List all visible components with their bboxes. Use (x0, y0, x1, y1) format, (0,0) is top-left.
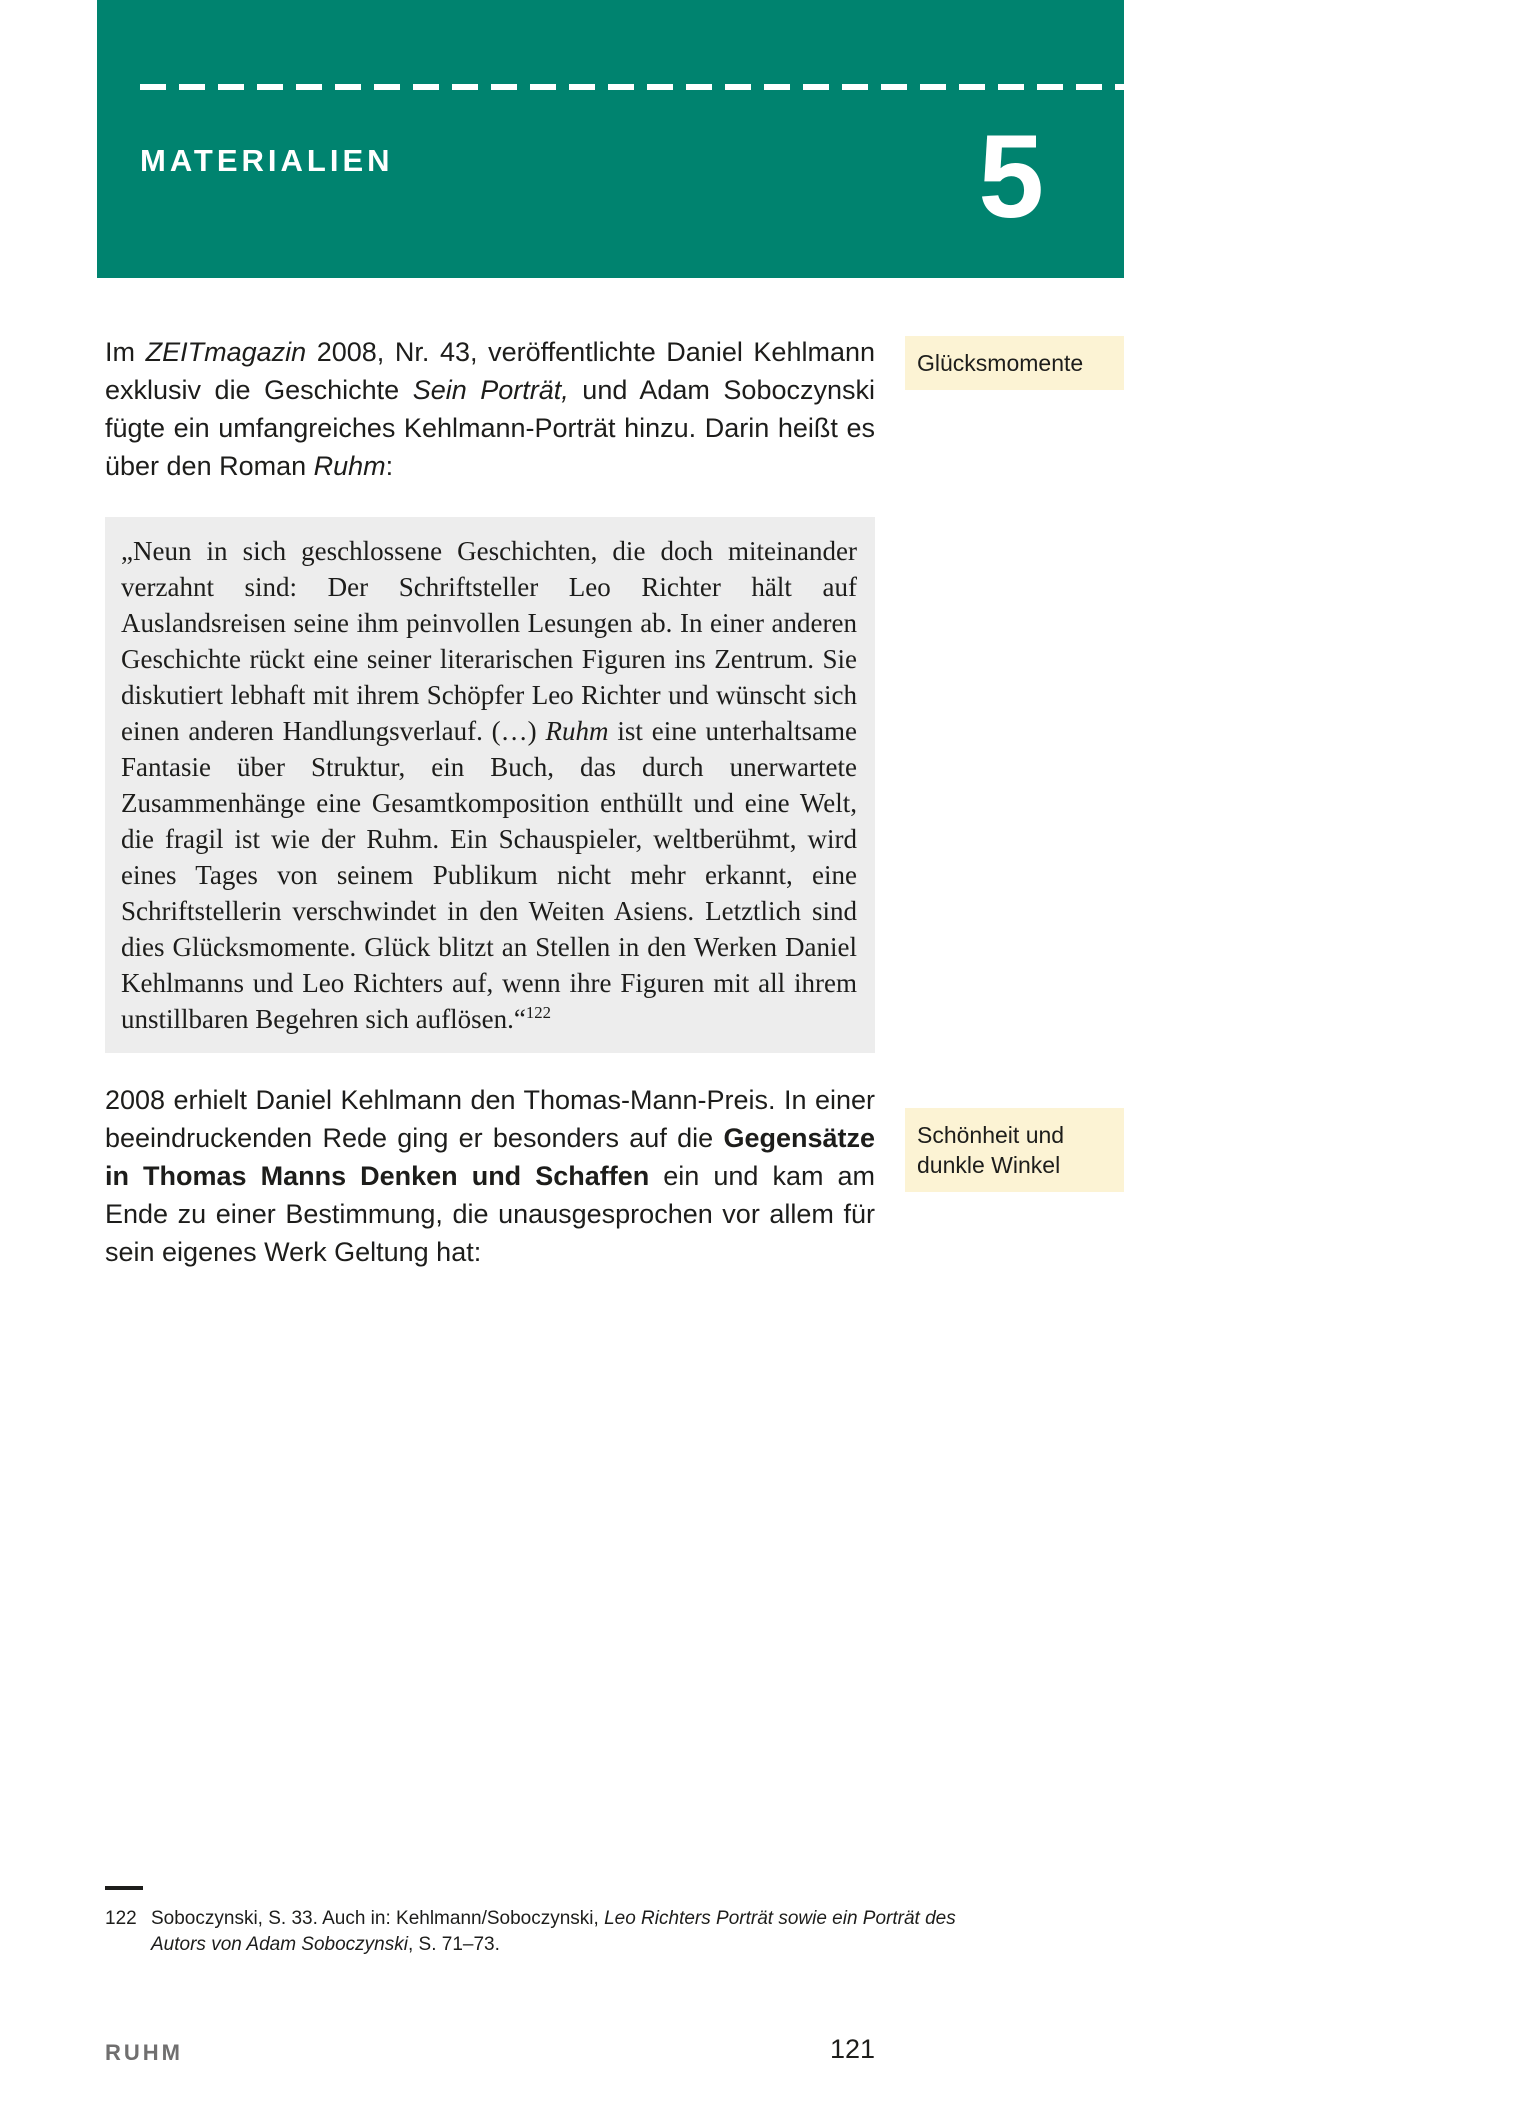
margin-note-text: Schönheit und dunkle Winkel (917, 1122, 1065, 1178)
margin-note-gluecksmomente (905, 336, 1124, 390)
page-number: 121 (829, 2034, 875, 2064)
chapter-number: 5 (978, 111, 1044, 243)
section-title: MATERIALIEN (140, 143, 394, 178)
footnote (105, 1906, 1005, 1958)
closing-paragraph: 2008 erhielt Daniel Kehlmann den Thomas-Mann-Preis. In einer beeindruckenden Rede ging er besonders auf die Gegensätze in Thomas Manns Denken und Schaffen ein und kam am Ende zu einer Bestimmung, die unausgesprochen vor allem für sein eigenes Werk Geltung hat: (105, 1085, 875, 1267)
chapter-banner (97, 0, 1124, 278)
dashed-divider (140, 84, 1124, 90)
footnote-number: 122 (105, 1908, 137, 1929)
intro-paragraph: Im ZEITmagazin 2008, Nr. 43, veröffentlichte Daniel Kehlmann exklusiv die Geschichte Sein Porträt, und Adam Soboczynski fügte ein umfangreiches Kehlmann-Porträt hinzu. Darin heißt es über den Roman Ruhm: (105, 337, 876, 481)
margin-note-text: Glücksmomente (917, 350, 1084, 376)
footnote-text: Soboczynski, S. 33. Auch in: Kehlmann/Soboczynski, Leo Richters Porträt sowie ein Porträt des Autors von Adam Soboczynski, S. 71–73. (151, 1908, 956, 1955)
running-title: RUHM (105, 2040, 183, 2065)
main-text-column (105, 333, 875, 1271)
footnote-divider (105, 1886, 143, 1890)
quote-block: „Neun in sich geschlossene Geschichten, die doch miteinander verzahnt sind: Der Schriftsteller Leo Richter hält auf Auslandsreisen seine ihm peinvollen Lesungen ab. In einer anderen Geschichte rückt eine seiner literarischen Figuren ins Zentrum. Sie diskutiert lebhaft mit ihrem Schöpfer Leo Richter und wünscht sich einen anderen Handlungsverlauf. (…) Ruhm ist eine unterhaltsame Fantasie über Struktur, ein Buch, das durch unerwartete Zusammenhänge eine Gesamtkomposition enthüllt und eine Welt, die fragil ist wie der Ruhm. Ein Schauspieler, weltberühmt, wird eines Tages von seinem Publikum nicht mehr erkannt, eine Schriftstellerin verschwindet in den Weiten Asiens. Letztlich sind dies Glücksmomente. Glück blitzt an Stellen in den Werken Daniel Kehlmanns und Leo Richters auf, wenn ihre Figuren mit all ihrem unstillbaren Begehren sich auflösen.“$^{122}$ (105, 517, 875, 1053)
margin-note-schoenheit (905, 1108, 1124, 1192)
